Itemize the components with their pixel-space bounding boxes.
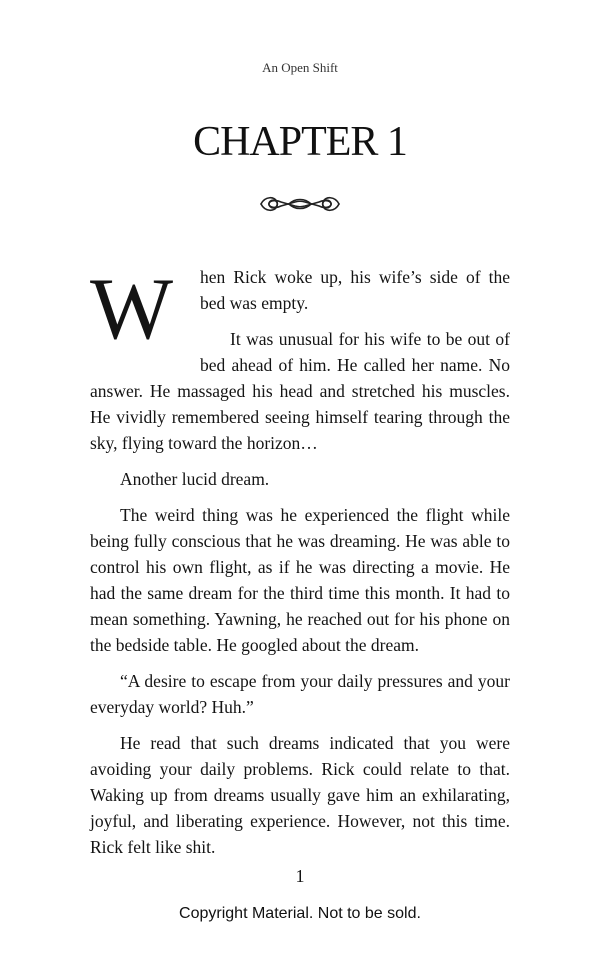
paragraph-2: It was unusual for his wife to be out of bed ahead of him. He called her name. No answer. He massaged his head and stretched his muscles. He vividly remembered seeing himself tearing through the sky, flying toward the horizon…	[90, 329, 510, 453]
copyright-notice: Copyright Material. Not to be sold.	[179, 905, 421, 922]
drop-cap: W	[90, 261, 174, 358]
paragraph-5: “A desire to escape from your daily pressures and your everyday world? Huh.”	[90, 671, 510, 717]
paragraph-1	[90, 261, 510, 358]
paragraph-6: He read that such dreams indicated that you were avoiding your daily problems. Rick could relate to that. Waking up from dreams usually gave him an exhilarating, joyful, and liberating experience. However, not this time. Rick felt like shit.	[90, 733, 510, 857]
chapter-body	[90, 261, 510, 870]
page-number: 1	[295, 866, 305, 886]
scroll-flourish-icon	[255, 188, 345, 220]
paragraph-3: Another lucid dream.	[120, 469, 270, 489]
paragraph-1-text: hen Rick woke up, his wife’s side of the bed was empty.	[200, 267, 510, 313]
chapter-title: CHAPTER 1	[193, 119, 407, 165]
running-header: An Open Shift	[262, 60, 338, 75]
paragraph-4: The weird thing was he experienced the flight while being fully conscious that he was dreaming. He was able to control his own flight, as if he was directing a movie. He had the same dream for the third time this month. It had to mean something. Yawning, he reached out for his phone on the bedside table. He googled about the dream.	[90, 505, 510, 655]
